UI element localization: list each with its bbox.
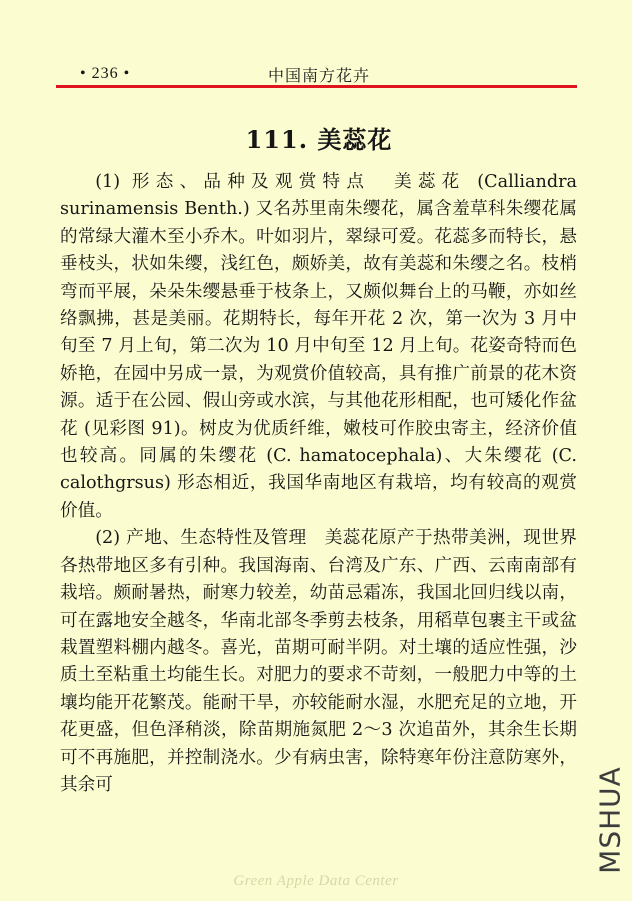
body-text — [60, 169, 577, 799]
side-watermark-text: MSHUA — [593, 766, 627, 874]
side-watermark — [590, 752, 630, 888]
section-title: 111. 美蕊花 — [245, 125, 393, 154]
paragraph-origin-ecology: (2) 产地、生态特性及管理 美蕊花原产于热带美洲，现世界各热带地区多有引种。我国海南、台湾及广东、广西、云南南部有栽培。颇耐暑热，耐寒力较差，幼苗忌霜冻，我国北回归线以南，可在露地安全越冬，华南北部冬季剪去枝条，用稻草包裹主干或盆栽置塑料棚内越冬。喜光，苗期可耐半阴。对土壤的适应性强，沙质土至粘重土均能生长。对肥力的要求不苛刻，一般肥力中等的土壤均能开花繁茂。能耐干旱，亦较能耐水湿，水肥充足的立地，开花更盛，但色泽稍淡，除苗期施氮肥 2～3 次追苗外，其余生长期可不再施肥，并控制浇水。少有病虫害，除特寒年份注意防寒外，其余可 — [60, 528, 577, 795]
bottom-watermark: Green Apple Data Center — [233, 873, 399, 889]
paragraph-morphology: (1) 形态、品种及观赏特点 美蕊花 (Calliandra surinamensis Benth.) 又名苏里南朱缨花，属含羞草科朱缨花属的常绿大灌木至小乔木。叶如羽片，翠绿可爱。花蕊多而特长，悬垂枝头，状如朱缨，浅红色，颇娇美，故有美蕊和朱缨之名。枝梢弯而平展，朵朵朱缨悬垂于枝条上，又颇似舞台上的马鞭，亦如丝络飘拂，甚是美丽。花期特长，每年开花 2 次，第一次为 3 月中旬至 7 月上旬，第二次为 10 月中旬至 12 月上旬。花姿奇特而色娇艳，在园中另成一景，为观赏价值较高，具有推广前景的花木资源。适于在公园、假山旁或水滨，与其他花形相配，也可矮化作盆花 (见彩图 91)。树皮为优质纤维，嫩枝可作胶虫寄主，经济价值也较高。同属的朱缨花 (C. hamatocephala)、大朱缨花 (C. calothgrsus) 形态相近，我国华南地区有栽培，均有较高的观赏价值。 — [60, 172, 577, 521]
page-number: • 236 • — [80, 65, 131, 82]
page-header — [56, 61, 576, 85]
header-rule — [56, 85, 577, 88]
running-title: 中国南方花卉 — [268, 66, 371, 85]
